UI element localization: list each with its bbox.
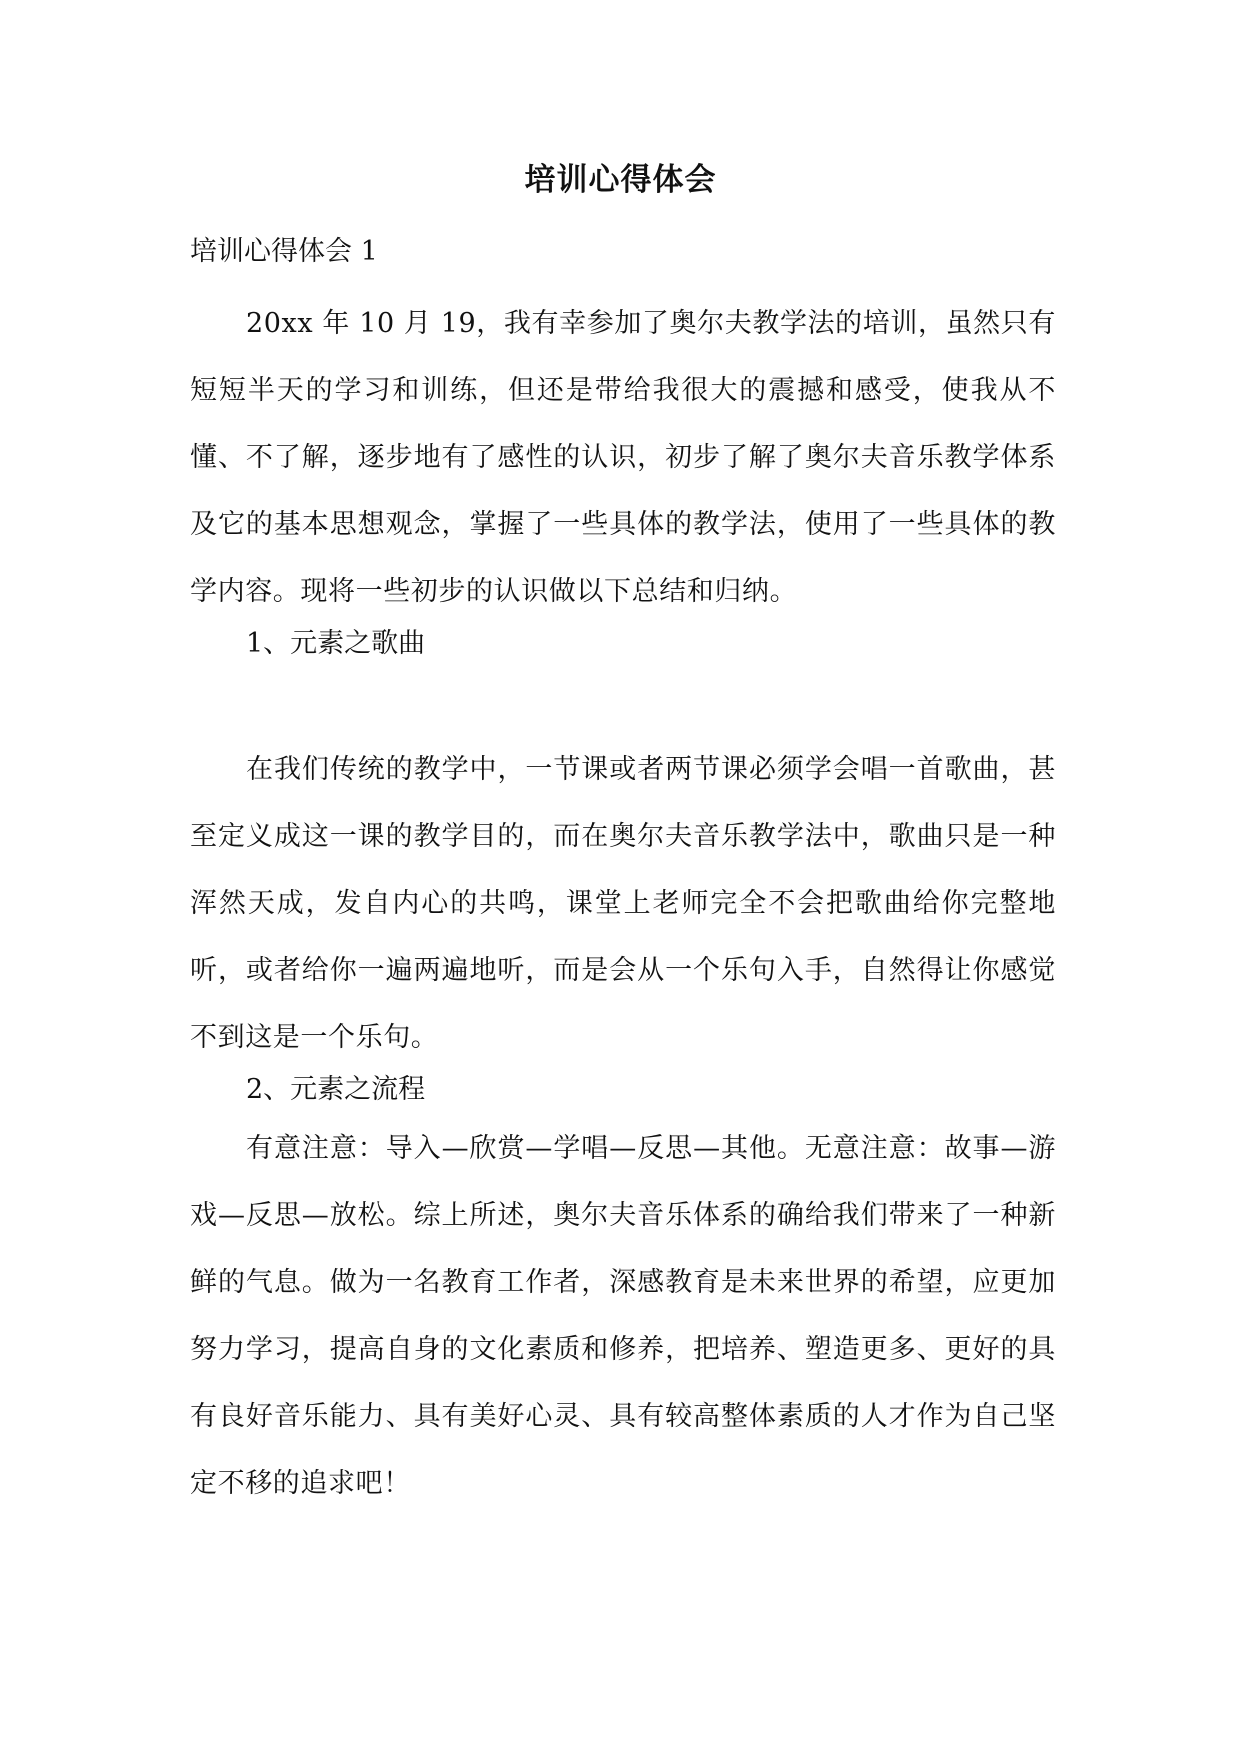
paragraph-intro: 20xx 年 10 月 19，我有幸参加了奥尔夫教学法的培训，虽然只有短短半天的学习和训练，但还是带给我很大的震撼和感受，使我从不懂、不了解，逐步地有了感性的认识，初步了解了奥尔夫音乐教学体系及它的基本思想观念，掌握了一些具体的教学法，使用了一些具体的教学内容。现将一些初步的认识做以下总结和归纳。 <box>190 308 1056 607</box>
document-title: 培训心得体会 <box>524 162 717 198</box>
paragraph-process: 有意注意：导入—欣赏—学唱—反思—其他。无意注意：故事—游戏—反思—放松。综上所述，奥尔夫音乐体系的确给我们带来了一种新鲜的气息。做为一名教育工作者，深感教育是未来世界的希望，应更加努力学习，提高自身的文化素质和修养，把培养、塑造更多、更好的具有良好音乐能力、具有美好心灵、具有较高整体素质的人才作为自己坚定不移的追求吧！ <box>190 1133 1056 1499</box>
section-heading-songs: 1、元素之歌曲 <box>246 628 426 659</box>
paragraph-songs: 在我们传统的教学中，一节课或者两节课必须学会唱一首歌曲，甚至定义成这一课的教学目的，而在奥尔夫音乐教学法中，歌曲只是一种浑然天成，发自内心的共鸣，课堂上老师完全不会把歌曲给你完整地听，或者给你一遍两遍地听，而是会从一个乐句入手，自然得让你感觉不到这是一个乐句。 <box>190 754 1056 1053</box>
document-subtitle: 培训心得体会 1 <box>190 236 378 267</box>
section-heading-process: 2、元素之流程 <box>246 1074 426 1105</box>
